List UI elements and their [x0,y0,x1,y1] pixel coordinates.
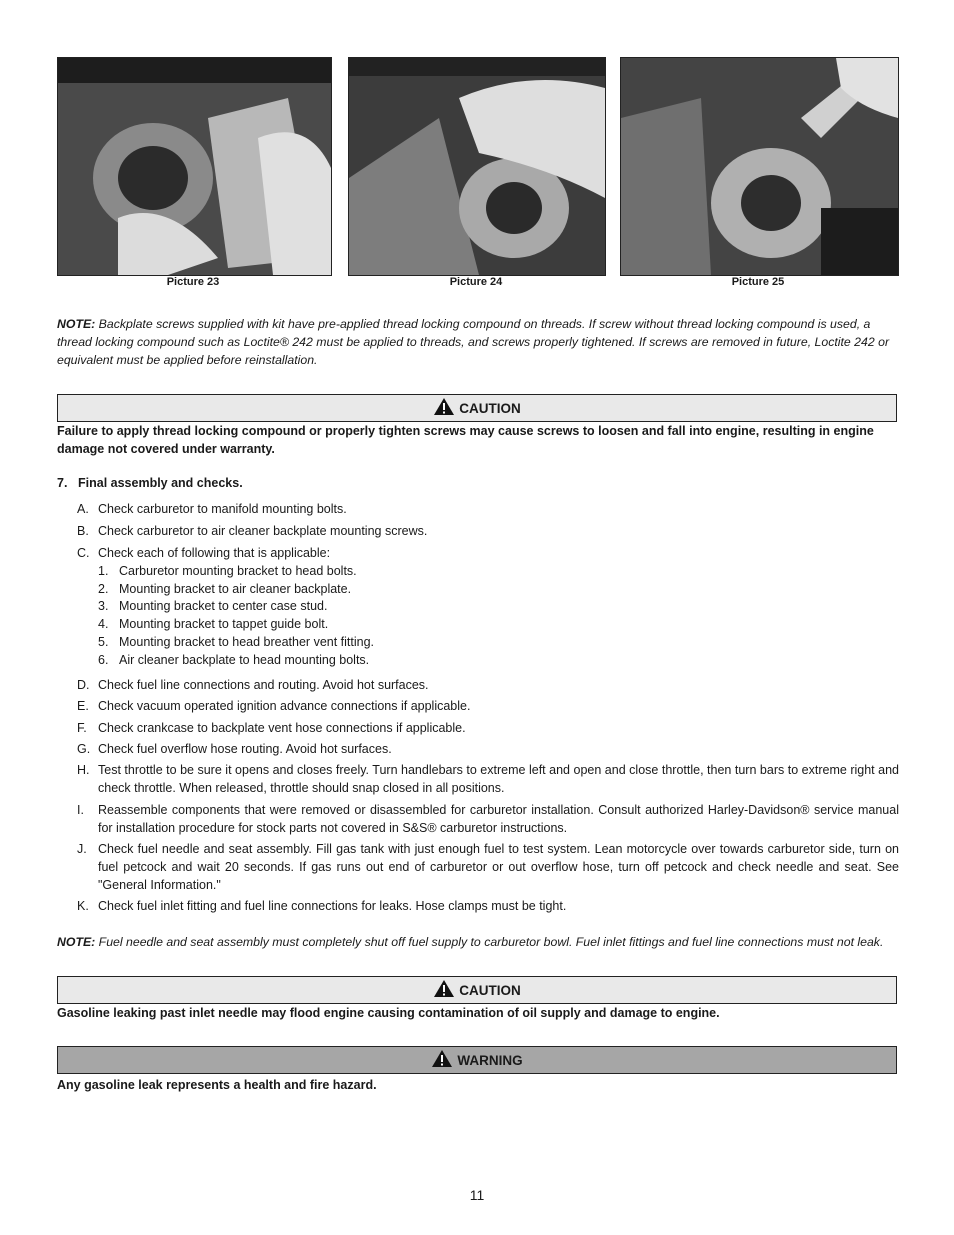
sub-list-item: 1. Carburetor mounting bracket to head bolts. [98,564,357,578]
step-title: Final assembly and checks. [78,476,243,490]
sub-list-item: 3. Mounting bracket to center case stud. [98,599,328,613]
list-item: C. Check each of following that is applicable: [77,546,331,560]
photo-picture-23 [57,57,332,276]
list-item: G. Check fuel overflow hose routing. Avoid hot surfaces. [77,742,392,756]
list-item: A. Check carburetor to manifold mounting bolts. [77,502,347,516]
caution-title: CAUTION [459,400,521,416]
sub-list-item: 5. Mounting bracket to head breather vent fitting. [98,635,375,649]
list-item: E. Check vacuum operated ignition advance connections if applicable. [77,699,471,713]
caution-text: Failure to apply thread locking compound or properly tighten screws may cause screws to loosen and fall into engine, resulting in engine damage not covered under warranty. [57,424,874,456]
caption-picture-25: Picture 25 [731,276,785,288]
sub-list-item: 2. Mounting bracket to air cleaner backplate. [98,582,352,596]
warning-text: Any gasoline leak represents a health and fire hazard. [57,1078,377,1092]
note-text: Fuel needle and seat assembly must completely shut off fuel supply to carburetor bowl. Fuel inlet fittings and fuel line connections must not leak. [95,935,884,949]
note-label: NOTE: [57,317,96,331]
list-item: K. Check fuel inlet fitting and fuel line connections for leaks. Hose clamps must be tight. [77,899,567,913]
note-fuel-needle [57,933,899,951]
note-label: NOTE: [57,935,96,949]
caution-banner [57,394,897,422]
caution-title: CAUTION [459,982,521,998]
note-text: Backplate screws supplied with kit have pre-applied thread locking compound on threads. If screw without thread locking compound is used, a thread locking compound such as Loctite® 242 must be applied to threads, and screws properly tightened. If screws are removed in future, Loctite 242 or equivalent must be applied before reinstallation. [57,317,890,367]
warning-triangle-icon [433,397,455,419]
photo-picture-24 [348,57,606,276]
page-number: 11 [469,1187,485,1203]
list-item: J. Check fuel needle and seat assembly. Fill gas tank with just enough fuel to test system. Lean motorcycle over towards carburetor side, turn on fuel petcock and wait 20 seconds. If gas runs out end of carburetor or out overflow hose, turn off petcock and check needle and seat. See "General Information." [77,842,899,892]
caption-picture-24: Picture 24 [449,276,503,288]
list-item: I. Reassemble components that were removed or disassembled for carburetor installation. Consult authorized Harley-Davidson® service manual for installation procedure for stock parts not covered in S&S® carburetor instructions. [77,803,899,835]
list-item: F. Check crankcase to backplate vent hose connections if applicable. [77,721,466,735]
caution-text: Gasoline leaking past inlet needle may flood engine causing contamination of oil supply and damage to engine. [57,1006,720,1020]
warning-triangle-icon [433,979,455,1001]
list-item: B. Check carburetor to air cleaner backplate mounting screws. [77,524,428,538]
list-item: D. Check fuel line connections and routing. Avoid hot surfaces. [77,678,429,692]
caption-picture-23: Picture 23 [166,276,220,288]
warning-title: WARNING [457,1052,523,1068]
photo-picture-25 [620,57,899,276]
warning-banner [57,1046,897,1074]
warning-triangle-icon [431,1049,453,1071]
step-number: 7. [57,476,68,490]
sub-list-item: 4. Mounting bracket to tappet guide bolt. [98,617,329,631]
note-backplate-screws [57,315,899,369]
list-item: H. Test throttle to be sure it opens and closes freely. Turn handlebars to extreme left and open and close throttle, then turn bars to extreme right and check throttle. When released, throttle should snap closed in all positions. [77,763,899,795]
step-heading [57,476,243,490]
caution-banner [57,976,897,1004]
sub-list-item: 6. Air cleaner backplate to head mounting bolts. [98,653,370,667]
